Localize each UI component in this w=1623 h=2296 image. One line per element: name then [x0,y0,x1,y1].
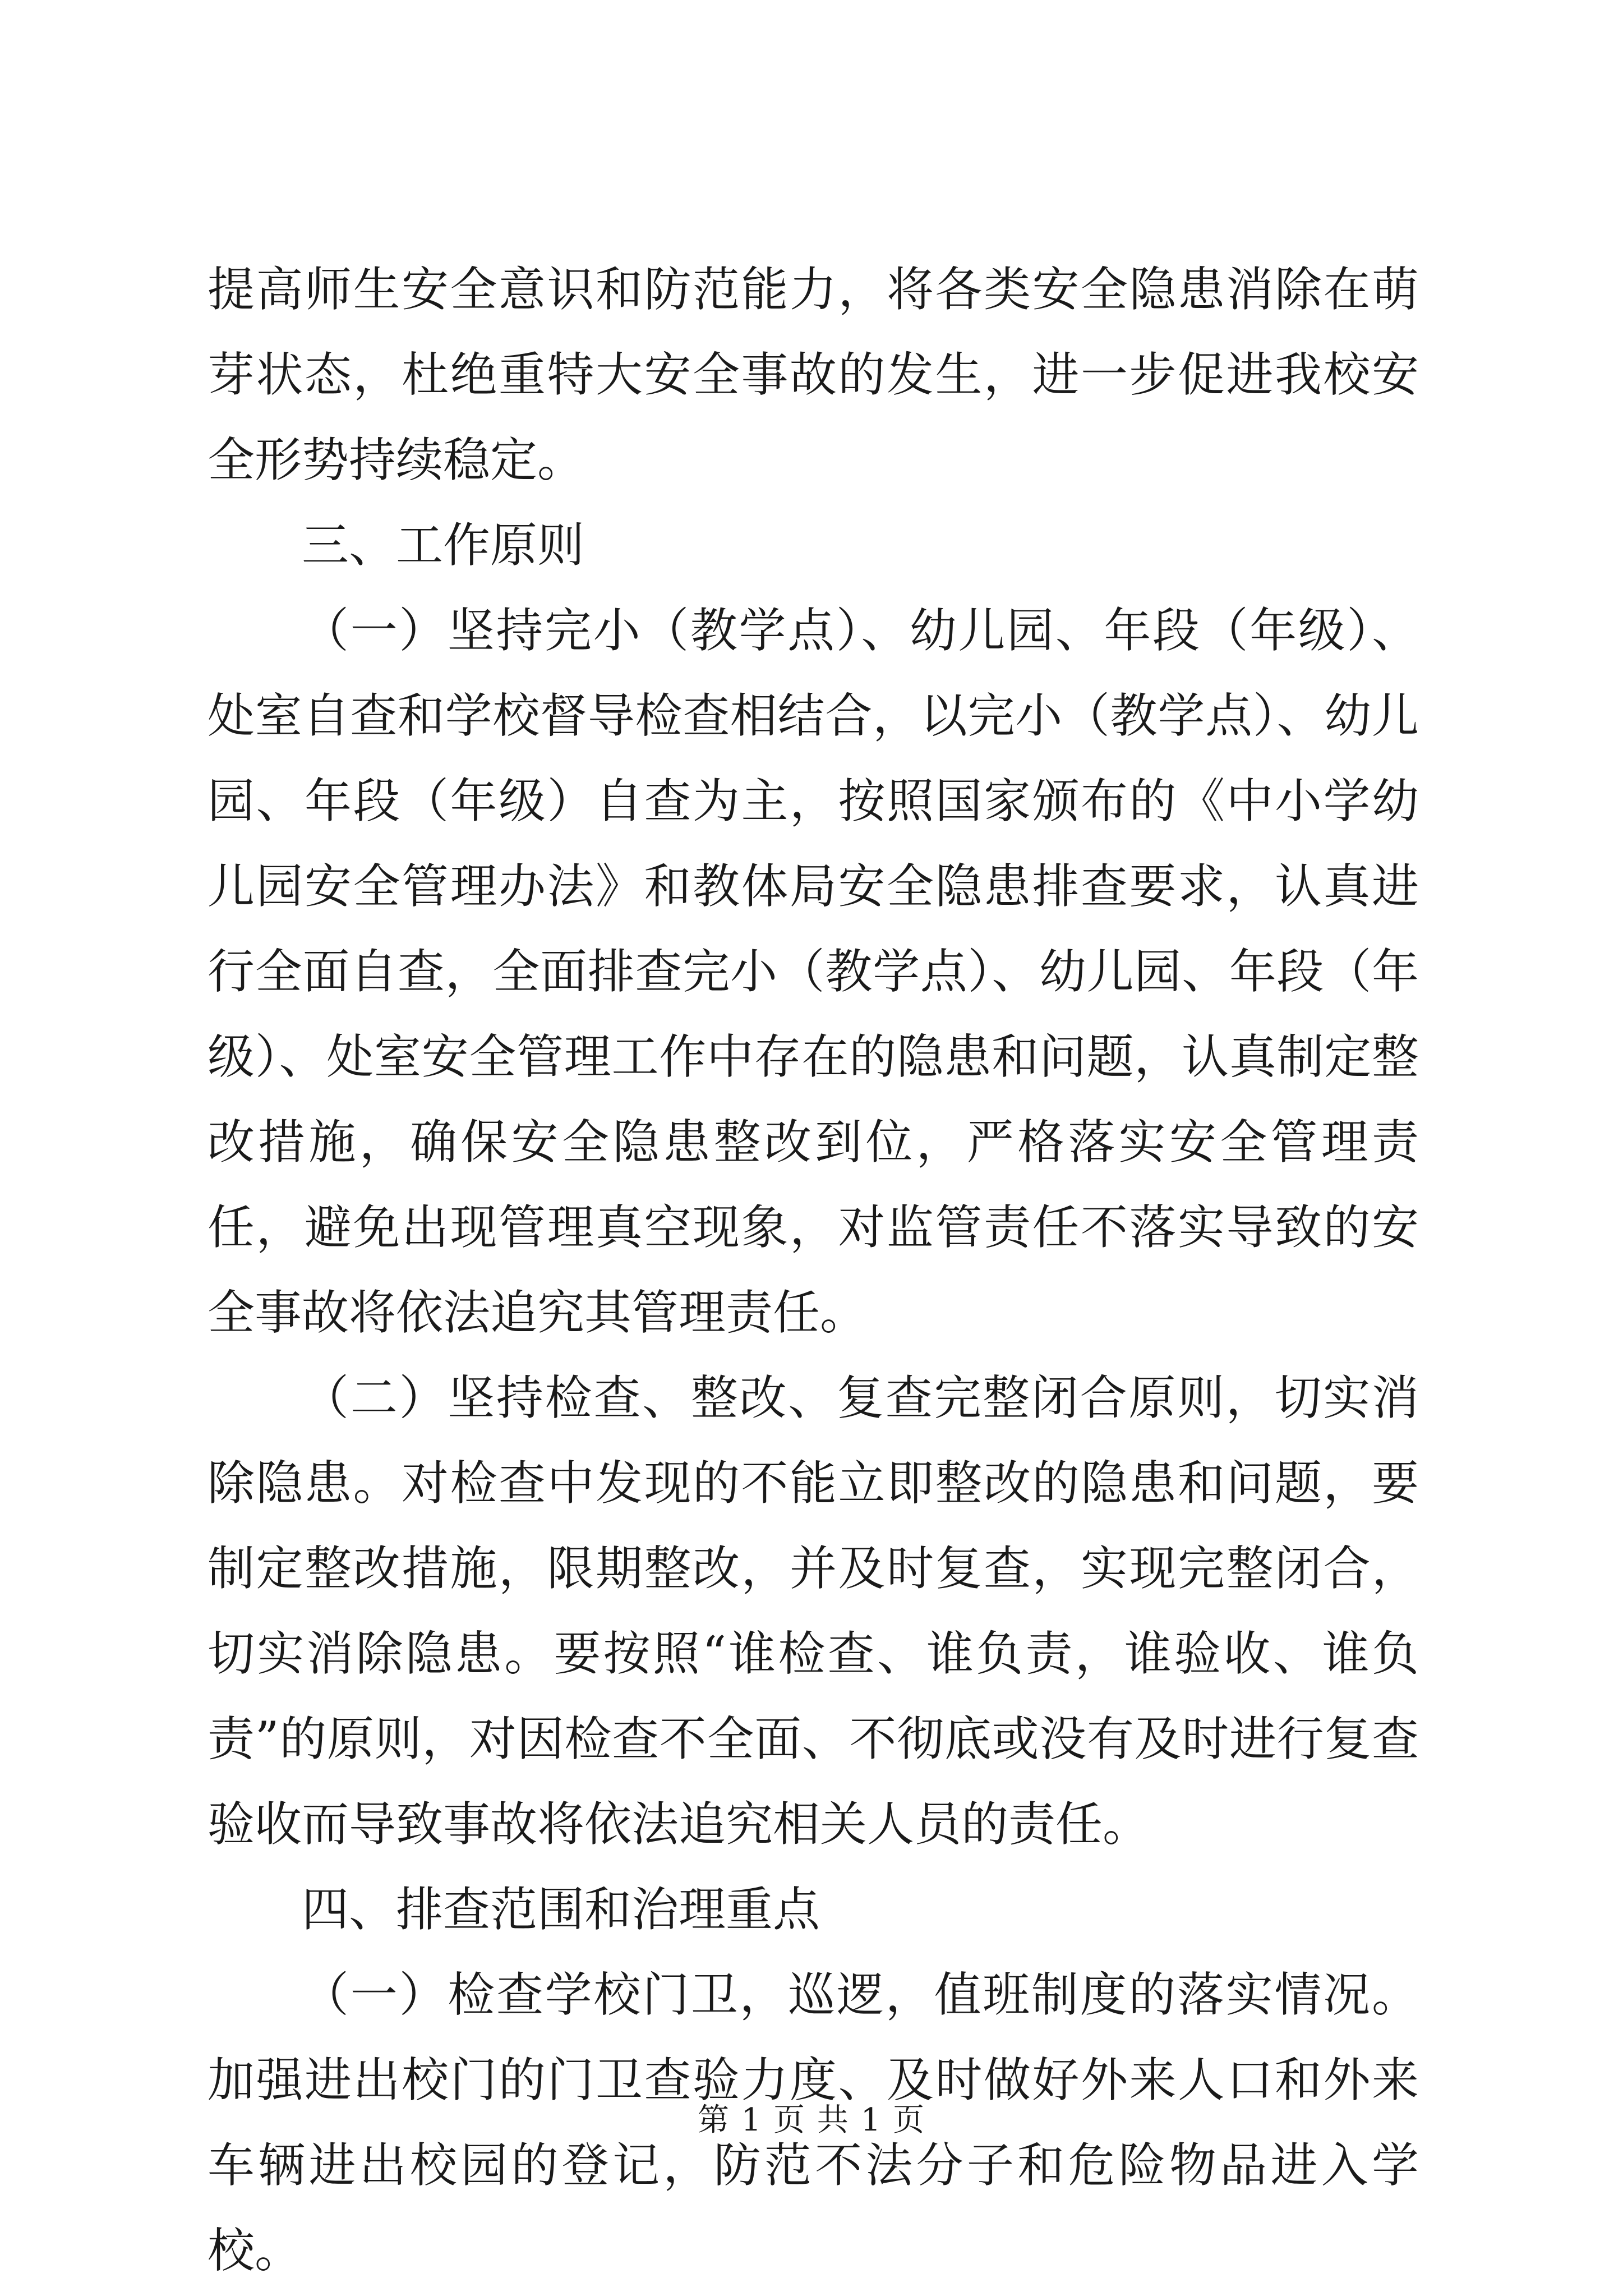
heading-work-principles: 三、工作原则 [302,518,585,573]
heading-scope-and-focus: 四、排查范围和治理重点 [302,1882,820,1937]
page-footer: 第 1 页 共 1 页 [697,2102,926,2138]
paragraph-principle-2: （二）坚持检查、整改、复查完整闭合原则，切实消除隐患。对检查中发现的不能立即整改的隐患和问题，要制定整改措施，限期整改，并及时复查，实现完整闭合，切实消除隐患。要按照“谁检查、谁负责，谁验收、谁负责”的原则，对因检查不全面、不彻底或没有及时进行复查验收而导致事故将依法追究相关人员的责任。 [208,1370,1419,1852]
paragraph-scope-1: （一）检查学校门卫，巡逻，值班制度的落实情况。加强进出校门的门卫查验力度、及时做好外来人口和外来车辆进出校园的登记，防范不法分子和危险物品进入学校。 [208,1967,1419,2278]
paragraph-principle-1: （一）坚持完小（教学点）、幼儿园、年段（年级）、处室自查和学校督导检查相结合，以完小（教学点）、幼儿园、年段（年级）自查为主，按照国家颁布的《中小学幼儿园安全管理办法》和教体局安全隐患排查要求，认真进行全面自查，全面排查完小（教学点）、幼儿园、年段（年级）、处室安全管理工作中存在的隐患和问题，认真制定整改措施，确保安全隐患整改到位，严格落实安全管理责任，避免出现管理真空现象，对监管责任不落实导致的安全事故将依法追究其管理责任。 [208,603,1419,1340]
document-body [208,247,1419,2293]
paragraph-intro: 提高师生安全意识和防范能力，将各类安全隐患消除在萌芽状态，杜绝重特大安全事故的发生，进一步促进我校安全形势持续稳定。 [208,262,1419,487]
